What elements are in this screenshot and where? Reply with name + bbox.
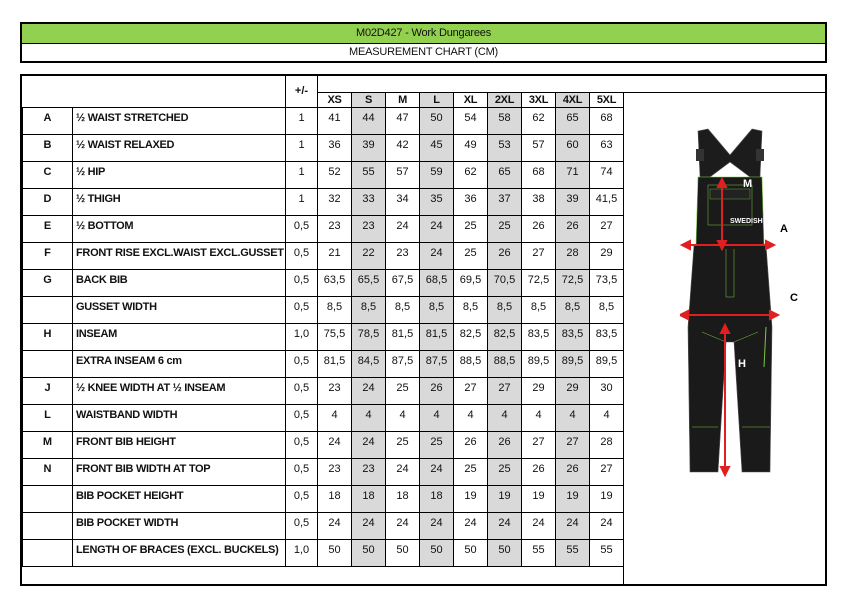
measurement-code: M [23,431,73,458]
chart-subtitle: MEASUREMENT CHART (CM) [349,46,498,58]
table-row [23,512,624,539]
size-value-3xl: 4 [522,404,556,431]
size-value-2xl: 37 [488,188,522,215]
size-value-xl: 8,5 [454,296,488,323]
measurement-code: C [23,161,73,188]
tolerance-value: 0,5 [286,485,318,512]
garment-diagram [623,92,826,585]
size-value-xs: 23 [318,458,352,485]
size-value-2xl: 4 [488,404,522,431]
size-value-m: 18 [386,485,420,512]
size-value-l: 24 [420,458,454,485]
table-row [23,458,624,485]
table-row [23,107,624,134]
size-value-xl: 25 [454,458,488,485]
size-value-l: 45 [420,134,454,161]
size-value-xl: 25 [454,242,488,269]
size-value-4xl: 27 [556,431,590,458]
measurement-code: B [23,134,73,161]
size-value-xl: 26 [454,431,488,458]
size-value-4xl: 26 [556,458,590,485]
size-value-5xl: 63 [590,134,624,161]
size-header-s: S [352,92,386,107]
tolerance-value: 0,5 [286,242,318,269]
size-value-5xl: 83,5 [590,323,624,350]
size-value-xl: 25 [454,215,488,242]
size-value-2xl: 24 [488,512,522,539]
size-value-l: 59 [420,161,454,188]
size-value-xs: 23 [318,377,352,404]
measurement-code: J [23,377,73,404]
size-value-m: 4 [386,404,420,431]
size-value-s: 24 [352,377,386,404]
size-value-5xl: 24 [590,512,624,539]
marker-c: C [790,292,798,304]
size-value-2xl: 26 [488,242,522,269]
table-row [23,269,624,296]
size-value-l: 81,5 [420,323,454,350]
size-value-l: 8,5 [420,296,454,323]
size-value-l: 87,5 [420,350,454,377]
size-value-xl: 36 [454,188,488,215]
tolerance-value: 1 [286,161,318,188]
size-value-xl: 69,5 [454,269,488,296]
size-value-4xl: 72,5 [556,269,590,296]
size-value-xl: 88,5 [454,350,488,377]
size-value-5xl: 29 [590,242,624,269]
table-row [23,296,624,323]
size-value-3xl: 26 [522,215,556,242]
size-value-3xl: 83,5 [522,323,556,350]
size-value-xs: 75,5 [318,323,352,350]
tolerance-value: 1 [286,107,318,134]
size-value-m: 24 [386,215,420,242]
size-value-2xl: 53 [488,134,522,161]
measurement-label: ½ WAIST STRETCHED [73,107,286,134]
size-value-2xl: 58 [488,107,522,134]
table-row [23,323,624,350]
size-value-2xl: 25 [488,458,522,485]
size-value-3xl: 38 [522,188,556,215]
size-value-xs: 32 [318,188,352,215]
size-header-top [318,76,624,92]
size-value-s: 84,5 [352,350,386,377]
measurement-code: H [23,323,73,350]
chart-title-box [20,22,827,63]
measurement-code: N [23,458,73,485]
size-value-s: 8,5 [352,296,386,323]
size-value-s: 65,5 [352,269,386,296]
table-row [23,404,624,431]
size-value-5xl: 30 [590,377,624,404]
measurement-label: ½ THIGH [73,188,286,215]
size-value-s: 18 [352,485,386,512]
size-value-m: 47 [386,107,420,134]
measurement-code [23,350,73,377]
size-value-l: 4 [420,404,454,431]
size-value-5xl: 28 [590,431,624,458]
size-value-m: 25 [386,377,420,404]
size-value-xl: 54 [454,107,488,134]
measurement-code: D [23,188,73,215]
measurement-label: BIB POCKET HEIGHT [73,485,286,512]
table-row [23,539,624,566]
size-value-l: 18 [420,485,454,512]
size-value-xl: 49 [454,134,488,161]
size-value-4xl: 65 [556,107,590,134]
size-value-5xl: 73,5 [590,269,624,296]
size-value-3xl: 55 [522,539,556,566]
size-value-xl: 24 [454,512,488,539]
size-value-s: 23 [352,215,386,242]
size-header-3xl: 3XL [522,92,556,107]
size-value-3xl: 72,5 [522,269,556,296]
size-value-s: 22 [352,242,386,269]
size-value-2xl: 50 [488,539,522,566]
size-value-5xl: 89,5 [590,350,624,377]
size-value-l: 26 [420,377,454,404]
measurement-code: A [23,107,73,134]
size-value-2xl: 19 [488,485,522,512]
size-value-3xl: 8,5 [522,296,556,323]
size-value-xs: 52 [318,161,352,188]
measurement-code: G [23,269,73,296]
size-value-xs: 50 [318,539,352,566]
size-value-xs: 18 [318,485,352,512]
size-value-l: 50 [420,107,454,134]
size-value-xl: 4 [454,404,488,431]
size-value-4xl: 71 [556,161,590,188]
tolerance-value: 1 [286,188,318,215]
tolerance-value: 1,0 [286,323,318,350]
size-value-4xl: 55 [556,539,590,566]
size-value-s: 78,5 [352,323,386,350]
tolerance-value: 0,5 [286,377,318,404]
measurement-label: BIB POCKET WIDTH [73,512,286,539]
tolerance-value: 0,5 [286,512,318,539]
size-value-2xl: 8,5 [488,296,522,323]
blank-header-cell [23,76,286,107]
table-row [23,485,624,512]
size-value-s: 24 [352,431,386,458]
size-value-xl: 27 [454,377,488,404]
measurement-label: ½ KNEE WIDTH AT ½ INSEAM [73,377,286,404]
size-value-4xl: 89,5 [556,350,590,377]
size-value-xs: 4 [318,404,352,431]
size-value-5xl: 68 [590,107,624,134]
table-row [23,242,624,269]
measurement-code: E [23,215,73,242]
size-value-5xl: 27 [590,215,624,242]
product-title: M02D427 - Work Dungarees [22,24,825,44]
size-value-xs: 81,5 [318,350,352,377]
size-value-xs: 24 [318,512,352,539]
table-row [23,377,624,404]
size-value-3xl: 57 [522,134,556,161]
size-value-3xl: 24 [522,512,556,539]
size-value-3xl: 62 [522,107,556,134]
size-value-4xl: 28 [556,242,590,269]
size-value-4xl: 26 [556,215,590,242]
size-value-2xl: 27 [488,377,522,404]
size-value-m: 57 [386,161,420,188]
tolerance-value: 0,5 [286,215,318,242]
tolerance-value: 0,5 [286,296,318,323]
size-value-s: 39 [352,134,386,161]
size-value-s: 50 [352,539,386,566]
table-row [23,134,624,161]
size-header-2xl: 2XL [488,92,522,107]
size-value-2xl: 82,5 [488,323,522,350]
tolerance-value: 1 [286,134,318,161]
size-value-l: 25 [420,431,454,458]
svg-text:SWEDISH: SWEDISH [730,218,763,225]
measurement-label: EXTRA INSEAM 6 cm [73,350,286,377]
measurement-table [22,76,624,567]
size-value-xs: 24 [318,431,352,458]
size-value-s: 4 [352,404,386,431]
size-header-4xl: 4XL [556,92,590,107]
size-value-4xl: 39 [556,188,590,215]
size-header-l: L [420,92,454,107]
size-value-2xl: 25 [488,215,522,242]
size-value-s: 23 [352,458,386,485]
measurement-code [23,296,73,323]
size-value-l: 24 [420,215,454,242]
size-value-xs: 36 [318,134,352,161]
size-header-5xl: 5XL [590,92,624,107]
size-value-2xl: 65 [488,161,522,188]
table-row [23,215,624,242]
table-row [23,431,624,458]
size-value-2xl: 70,5 [488,269,522,296]
size-value-5xl: 27 [590,458,624,485]
size-value-s: 44 [352,107,386,134]
tolerance-value: 0,5 [286,431,318,458]
size-value-m: 34 [386,188,420,215]
table-row [23,161,624,188]
measurement-label: FRONT BIB HEIGHT [73,431,286,458]
dungarees-image [680,127,780,487]
size-value-m: 67,5 [386,269,420,296]
size-value-l: 24 [420,512,454,539]
size-value-s: 33 [352,188,386,215]
measurement-label: GUSSET WIDTH [73,296,286,323]
size-value-3xl: 27 [522,242,556,269]
size-value-m: 23 [386,242,420,269]
size-value-m: 81,5 [386,323,420,350]
size-value-3xl: 27 [522,431,556,458]
size-value-s: 55 [352,161,386,188]
table-row [23,188,624,215]
size-value-m: 87,5 [386,350,420,377]
size-value-s: 24 [352,512,386,539]
size-value-5xl: 19 [590,485,624,512]
size-value-xs: 41 [318,107,352,134]
size-value-m: 42 [386,134,420,161]
size-value-xs: 8,5 [318,296,352,323]
size-value-4xl: 8,5 [556,296,590,323]
size-header-xl: XL [454,92,488,107]
size-value-xl: 82,5 [454,323,488,350]
size-value-xs: 21 [318,242,352,269]
tolerance-value: 1,0 [286,539,318,566]
measurement-code [23,485,73,512]
measurement-label: FRONT BIB WIDTH AT TOP [73,458,286,485]
size-value-4xl: 29 [556,377,590,404]
tolerance-header: +/- [286,76,318,107]
size-value-m: 24 [386,512,420,539]
size-value-4xl: 24 [556,512,590,539]
size-value-5xl: 8,5 [590,296,624,323]
size-value-l: 50 [420,539,454,566]
tolerance-value: 0,5 [286,458,318,485]
measurement-code [23,512,73,539]
size-value-5xl: 4 [590,404,624,431]
size-value-m: 25 [386,431,420,458]
size-value-m: 8,5 [386,296,420,323]
size-value-l: 24 [420,242,454,269]
size-value-3xl: 89,5 [522,350,556,377]
measurement-chart [20,74,827,586]
tolerance-value: 0,5 [286,269,318,296]
size-value-5xl: 41,5 [590,188,624,215]
measurement-label: INSEAM [73,323,286,350]
size-value-xs: 63,5 [318,269,352,296]
marker-m: M [743,178,753,190]
size-value-l: 68,5 [420,269,454,296]
size-value-5xl: 74 [590,161,624,188]
size-value-m: 50 [386,539,420,566]
size-value-2xl: 26 [488,431,522,458]
size-value-l: 35 [420,188,454,215]
measurement-label: ½ WAIST RELAXED [73,134,286,161]
measurement-label: FRONT RISE EXCL.WAIST EXCL.GUSSET [73,242,286,269]
size-header-m: M [386,92,420,107]
size-value-4xl: 83,5 [556,323,590,350]
measurement-label: BACK BIB [73,269,286,296]
marker-a: A [780,223,788,235]
size-value-xl: 19 [454,485,488,512]
size-header-xs: XS [318,92,352,107]
tolerance-value: 0,5 [286,350,318,377]
size-value-4xl: 60 [556,134,590,161]
size-value-m: 24 [386,458,420,485]
measurement-code: F [23,242,73,269]
marker-h: H [738,358,746,370]
size-value-xl: 50 [454,539,488,566]
measurement-code [23,539,73,566]
tolerance-value: 0,5 [286,404,318,431]
size-value-3xl: 19 [522,485,556,512]
size-value-4xl: 4 [556,404,590,431]
size-value-xs: 23 [318,215,352,242]
measurement-label: LENGTH OF BRACES (EXCL. BUCKELS) [73,539,286,566]
size-value-3xl: 68 [522,161,556,188]
size-value-5xl: 55 [590,539,624,566]
size-value-xl: 62 [454,161,488,188]
measurement-label: ½ BOTTOM [73,215,286,242]
measurement-label: WAISTBAND WIDTH [73,404,286,431]
table-row [23,350,624,377]
measurement-code: L [23,404,73,431]
size-value-3xl: 26 [522,458,556,485]
size-value-4xl: 19 [556,485,590,512]
size-value-2xl: 88,5 [488,350,522,377]
size-value-3xl: 29 [522,377,556,404]
measurement-label: ½ HIP [73,161,286,188]
